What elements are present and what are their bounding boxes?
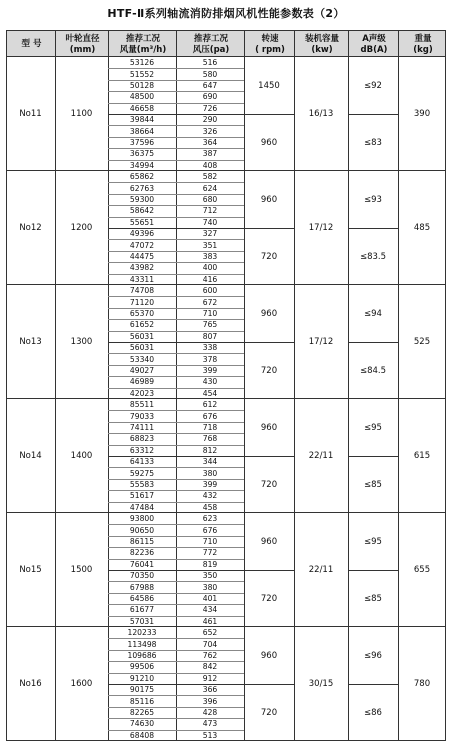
weight-cell: 390 [413, 109, 431, 119]
header-model-label: 型 号 [21, 39, 42, 49]
weight-cell: 780 [413, 679, 431, 689]
model-cell: No16 [19, 679, 42, 689]
pressure-cell: 366 [202, 685, 218, 695]
speed-cell: 960 [260, 194, 278, 205]
noise-cell: ≤84.5 [359, 365, 387, 376]
pressure-cell: 704 [202, 639, 218, 649]
airflow-cell: 61677 [129, 605, 155, 615]
noise-cell: ≤95 [364, 422, 382, 433]
airflow-cell: 109686 [127, 650, 157, 660]
pressure-cell: 387 [202, 149, 218, 159]
weight-cell: 615 [413, 451, 431, 461]
weight-cell: 525 [413, 337, 431, 347]
airflow-cell: 67988 [129, 582, 155, 592]
impeller-cell: 1500 [70, 565, 93, 575]
airflow-cell: 50128 [129, 80, 155, 90]
speed-cell: 960 [260, 650, 278, 661]
pressure-cell: 364 [202, 137, 218, 147]
airflow-cell: 48500 [129, 92, 155, 102]
speed-cell: 960 [260, 422, 278, 433]
power-cell: 22/11 [308, 451, 334, 461]
pressure-cell: 612 [202, 400, 218, 410]
airflow-cell: 85116 [129, 696, 155, 706]
header-pressure [177, 31, 245, 58]
header-airflow-label: 推荐工况 [125, 33, 160, 44]
airflow-cell: 99506 [129, 662, 155, 672]
pressure-cell: 582 [202, 172, 218, 182]
airflow-cell: 47484 [129, 502, 155, 512]
noise-cell: ≤95 [364, 536, 382, 547]
pressure-cell: 516 [202, 58, 218, 68]
airflow-cell: 46989 [129, 377, 155, 387]
airflow-cell: 58642 [129, 206, 155, 216]
pressure-cell: 624 [202, 183, 218, 193]
pressure-cell: 718 [202, 422, 218, 432]
pressure-cell: 454 [202, 388, 218, 398]
airflow-cell: 59275 [129, 468, 155, 478]
model-cell: No15 [19, 565, 42, 575]
airflow-cell: 68408 [129, 730, 155, 740]
header-pressure-unit: 风压(pa) [192, 44, 230, 55]
pressure-cell: 600 [202, 286, 218, 296]
header-pressure-label: 推荐工况 [193, 33, 228, 44]
pressure-cell: 326 [202, 126, 218, 136]
speed-cell: 960 [260, 536, 278, 547]
pressure-cell: 652 [202, 628, 218, 638]
power-cell: 17/12 [308, 337, 334, 347]
impeller-cell: 1300 [70, 337, 93, 347]
impeller-cell: 1100 [70, 109, 93, 119]
pressure-cell: 712 [202, 206, 218, 216]
pressure-cell: 350 [202, 571, 218, 581]
airflow-cell: 46658 [129, 103, 155, 113]
airflow-cell: 51617 [129, 491, 155, 501]
airflow-cell: 76041 [129, 559, 155, 569]
pressure-cell: 740 [202, 217, 218, 227]
noise-cell: ≤86 [364, 707, 382, 718]
header-noise-unit: dB(A) [360, 44, 388, 55]
model-cell: No13 [19, 337, 42, 347]
performance-table [6, 30, 446, 742]
header-speed-unit: ( rpm) [255, 44, 285, 55]
noise-cell: ≤94 [364, 308, 382, 319]
airflow-cell: 56031 [129, 343, 155, 353]
pressure-cell: 473 [202, 719, 218, 729]
airflow-cell: 47072 [129, 240, 155, 250]
power-cell: 30/15 [308, 679, 334, 689]
airflow-cell: 42023 [129, 388, 155, 398]
airflow-cell: 55651 [129, 217, 155, 227]
airflow-cell: 43311 [129, 274, 155, 284]
airflow-cell: 82236 [129, 548, 155, 558]
pressure-cell: 428 [202, 707, 218, 717]
pressure-cell: 434 [202, 605, 218, 615]
page-title: HTF-Ⅱ系列轴流消防排烟风机性能参数表（2） [107, 7, 345, 20]
airflow-cell: 44475 [129, 251, 155, 261]
noise-cell: ≤83 [364, 137, 382, 148]
header-power-unit: (kw) [311, 44, 333, 55]
pressure-cell: 380 [202, 582, 218, 592]
airflow-cell: 63312 [129, 445, 155, 455]
pressure-cell: 327 [202, 229, 218, 239]
pressure-cell: 765 [202, 320, 218, 330]
pressure-cell: 338 [202, 343, 218, 353]
header-model [7, 31, 56, 58]
airflow-cell: 59300 [129, 194, 155, 204]
airflow-cell: 74111 [129, 422, 155, 432]
airflow-cell: 74708 [129, 286, 155, 296]
pressure-cell: 819 [202, 559, 218, 569]
power-cell: 22/11 [308, 565, 334, 575]
speed-cell: 720 [260, 251, 278, 262]
airflow-cell: 65862 [129, 172, 155, 182]
noise-cell: ≤92 [364, 80, 382, 91]
airflow-cell: 61652 [129, 320, 155, 330]
pressure-cell: 807 [202, 331, 218, 341]
noise-cell: ≤96 [364, 650, 382, 661]
airflow-cell: 120233 [127, 628, 157, 638]
pressure-cell: 401 [202, 593, 218, 603]
airflow-cell: 53340 [129, 354, 155, 364]
airflow-cell: 55583 [129, 479, 155, 489]
airflow-cell: 56031 [129, 331, 155, 341]
pressure-cell: 399 [202, 365, 218, 375]
impeller-cell: 1400 [70, 451, 93, 461]
header-impeller-unit: (mm) [69, 44, 96, 55]
pressure-cell: 399 [202, 479, 218, 489]
pressure-cell: 623 [202, 514, 218, 524]
header-speed [245, 31, 295, 58]
airflow-cell: 90175 [129, 685, 155, 695]
airflow-cell: 85511 [129, 400, 155, 410]
airflow-cell: 113498 [127, 639, 157, 649]
airflow-cell: 74630 [129, 719, 155, 729]
airflow-cell: 36375 [129, 149, 155, 159]
airflow-cell: 49396 [129, 229, 155, 239]
airflow-cell: 79033 [129, 411, 155, 421]
airflow-cell: 93800 [129, 514, 155, 524]
header-speed-label: 转速 [261, 33, 279, 44]
header-weight-unit: (kg) [413, 44, 433, 55]
pressure-cell: 432 [202, 491, 218, 501]
header-noise-label: A声级 [362, 33, 386, 44]
noise-cell: ≤85 [364, 593, 382, 604]
pressure-cell: 676 [202, 525, 218, 535]
pressure-cell: 726 [202, 103, 218, 113]
airflow-cell: 39844 [129, 115, 155, 125]
airflow-cell: 65370 [129, 308, 155, 318]
pressure-cell: 458 [202, 502, 218, 512]
pressure-cell: 690 [202, 92, 218, 102]
airflow-cell: 51552 [129, 69, 155, 79]
airflow-cell: 68823 [129, 434, 155, 444]
noise-cell: ≤83.5 [359, 251, 387, 262]
pressure-cell: 461 [202, 616, 218, 626]
airflow-cell: 53126 [129, 58, 155, 68]
speed-cell: 720 [260, 365, 278, 376]
pressure-cell: 344 [202, 457, 218, 467]
noise-cell: ≤93 [364, 194, 382, 205]
header-power-label: 装机容量 [304, 33, 339, 44]
pressure-cell: 772 [202, 548, 218, 558]
model-cell: No11 [19, 109, 42, 119]
airflow-cell: 90650 [129, 525, 155, 535]
noise-cell: ≤85 [364, 479, 382, 490]
airflow-cell: 70350 [129, 571, 155, 581]
pressure-cell: 672 [202, 297, 218, 307]
pressure-cell: 710 [202, 308, 218, 318]
airflow-cell: 38664 [129, 126, 155, 136]
impeller-cell: 1600 [70, 679, 93, 689]
pressure-cell: 290 [202, 115, 218, 125]
impeller-cell: 1200 [70, 223, 93, 233]
pressure-cell: 680 [202, 194, 218, 204]
pressure-cell: 513 [202, 730, 218, 740]
airflow-cell: 37596 [129, 137, 155, 147]
airflow-cell: 43982 [129, 263, 155, 273]
airflow-cell: 86115 [129, 536, 155, 546]
airflow-cell: 64586 [129, 593, 155, 603]
pressure-cell: 647 [202, 80, 218, 90]
header-power [295, 31, 349, 58]
pressure-cell: 378 [202, 354, 218, 364]
airflow-cell: 71120 [129, 297, 155, 307]
speed-cell: 960 [260, 137, 278, 148]
pressure-cell: 416 [202, 274, 218, 284]
header-airflow-unit: 风量(m³/h) [119, 44, 167, 55]
airflow-cell: 57031 [129, 616, 155, 626]
airflow-cell: 49027 [129, 365, 155, 375]
pressure-cell: 396 [202, 696, 218, 706]
airflow-cell: 62763 [129, 183, 155, 193]
header-impeller [56, 31, 109, 58]
pressure-cell: 580 [202, 69, 218, 79]
header-noise [349, 31, 399, 58]
model-cell: No12 [19, 223, 42, 233]
airflow-cell: 82265 [129, 707, 155, 717]
airflow-cell: 64133 [129, 457, 155, 467]
pressure-cell: 351 [202, 240, 218, 250]
model-cell: No14 [19, 451, 42, 461]
header-impeller-label: 叶轮直径 [65, 33, 100, 44]
power-cell: 17/12 [308, 223, 334, 233]
pressure-cell: 380 [202, 468, 218, 478]
speed-cell: 960 [260, 308, 278, 319]
pressure-cell: 812 [202, 445, 218, 455]
speed-cell: 1450 [258, 80, 280, 91]
pressure-cell: 762 [202, 650, 218, 660]
pressure-cell: 400 [202, 263, 218, 273]
pressure-cell: 676 [202, 411, 218, 421]
weight-cell: 655 [413, 565, 431, 575]
header-airflow [109, 31, 177, 58]
table-header [6, 30, 446, 57]
power-cell: 16/13 [308, 109, 334, 119]
speed-cell: 720 [260, 593, 278, 604]
pressure-cell: 408 [202, 160, 218, 170]
speed-cell: 720 [260, 707, 278, 718]
pressure-cell: 383 [202, 251, 218, 261]
pressure-cell: 842 [202, 662, 218, 672]
weight-cell: 485 [413, 223, 431, 233]
pressure-cell: 912 [202, 673, 218, 683]
airflow-cell: 91210 [129, 673, 155, 683]
header-weight [399, 31, 447, 58]
pressure-cell: 430 [202, 377, 218, 387]
pressure-cell: 710 [202, 536, 218, 546]
airflow-cell: 34994 [129, 160, 155, 170]
pressure-cell: 768 [202, 434, 218, 444]
speed-cell: 720 [260, 479, 278, 490]
header-weight-label: 重量 [414, 33, 432, 44]
